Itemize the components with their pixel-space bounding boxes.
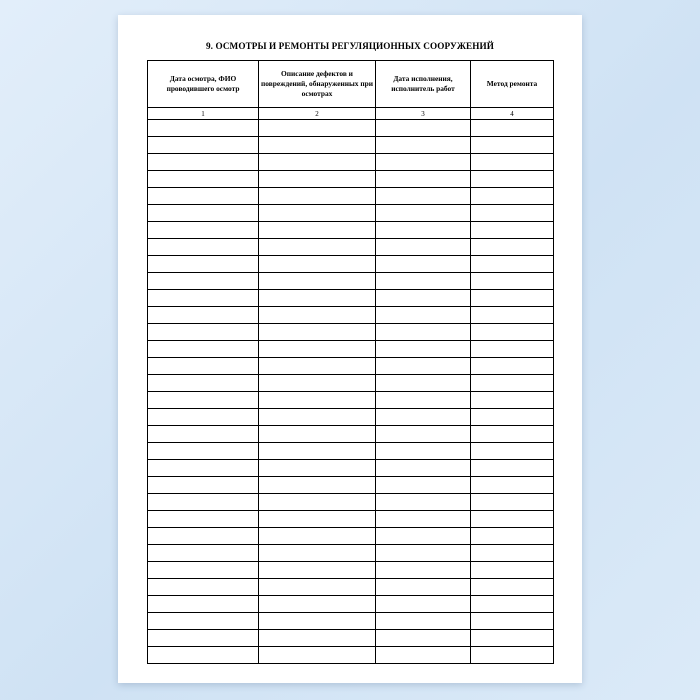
table-cell[interactable] [259,392,376,409]
column-number-2: 2 [259,108,376,120]
table-cell[interactable] [376,528,471,545]
table-cell[interactable] [376,324,471,341]
column-header-inspection-date: Дата осмотра, ФИО проводившего осмотр [148,61,259,108]
page-title: 9. ОСМОТРЫ И РЕМОНТЫ РЕГУЛЯЦИОННЫХ СООРУЖЕНИЙ [205,41,495,51]
table-row[interactable] [148,205,554,222]
table-cell[interactable] [259,579,376,596]
table-cell[interactable] [148,460,259,477]
table-cell[interactable] [376,341,471,358]
table-cell[interactable] [471,171,554,188]
table-cell[interactable] [148,647,259,664]
table-cell[interactable] [471,579,554,596]
table-cell[interactable] [376,171,471,188]
table-cell[interactable] [259,375,376,392]
table-cell[interactable] [259,494,376,511]
table-cell[interactable] [148,358,259,375]
table-row[interactable] [148,477,554,494]
table-cell[interactable] [376,239,471,256]
table-cell[interactable] [259,596,376,613]
table-row[interactable] [148,596,554,613]
table-cell[interactable] [471,273,554,290]
table-cell[interactable] [259,528,376,545]
table-row[interactable] [148,375,554,392]
table-row[interactable] [148,137,554,154]
table-cell[interactable] [259,273,376,290]
table-row[interactable] [148,222,554,239]
table-cell[interactable] [148,613,259,630]
table-row[interactable] [148,494,554,511]
table-cell[interactable] [376,290,471,307]
table-cell[interactable] [148,341,259,358]
table-cell[interactable] [148,562,259,579]
table-cell[interactable] [259,341,376,358]
table-cell[interactable] [376,596,471,613]
table-cell[interactable] [471,137,554,154]
table-cell[interactable] [376,273,471,290]
table-row[interactable] [148,239,554,256]
table-cell[interactable] [471,545,554,562]
table-cell[interactable] [259,290,376,307]
table-row[interactable] [148,562,554,579]
table-row[interactable] [148,324,554,341]
table-cell[interactable] [148,239,259,256]
table-cell[interactable] [471,630,554,647]
table-cell[interactable] [259,460,376,477]
table-cell[interactable] [471,511,554,528]
table-row[interactable] [148,171,554,188]
table-cell[interactable] [471,239,554,256]
table-cell[interactable] [471,324,554,341]
table-cell[interactable] [259,188,376,205]
table-cell[interactable] [471,409,554,426]
table-row[interactable] [148,256,554,273]
table-row[interactable] [148,358,554,375]
table-cell[interactable] [148,579,259,596]
table-row[interactable] [148,273,554,290]
table-cell[interactable] [471,460,554,477]
table-cell[interactable] [376,460,471,477]
table-cell[interactable] [259,613,376,630]
table-cell[interactable] [148,630,259,647]
table-row[interactable] [148,579,554,596]
inspections-repairs-table [147,60,554,664]
table-cell[interactable] [471,443,554,460]
table-cell[interactable] [376,426,471,443]
table-column-number-row [148,108,554,120]
table-cell[interactable] [471,562,554,579]
table-cell[interactable] [259,562,376,579]
table-cell[interactable] [376,137,471,154]
table-cell[interactable] [148,188,259,205]
table-cell[interactable] [376,307,471,324]
table-cell[interactable] [259,137,376,154]
table-cell[interactable] [471,341,554,358]
table-cell[interactable] [376,613,471,630]
table-cell[interactable] [148,511,259,528]
table-cell[interactable] [471,477,554,494]
table-cell[interactable] [259,426,376,443]
table-cell[interactable] [471,494,554,511]
table-cell[interactable] [148,273,259,290]
table-row[interactable] [148,460,554,477]
table-row[interactable] [148,647,554,664]
table-header [148,61,554,120]
table-cell[interactable] [376,409,471,426]
document-page [118,15,582,683]
table-cell[interactable] [471,375,554,392]
table-row[interactable] [148,307,554,324]
table-cell[interactable] [471,120,554,137]
table-cell[interactable] [148,120,259,137]
table-cell[interactable] [259,171,376,188]
table-cell[interactable] [148,205,259,222]
table-cell[interactable] [471,154,554,171]
table-cell[interactable] [148,222,259,239]
table-cell[interactable] [471,392,554,409]
table-cell[interactable] [471,307,554,324]
table-cell[interactable] [376,443,471,460]
table-cell[interactable] [259,409,376,426]
table-cell[interactable] [376,375,471,392]
column-number-3: 3 [376,108,471,120]
table-row[interactable] [148,120,554,137]
table-cell[interactable] [259,205,376,222]
table-row[interactable] [148,341,554,358]
table-cell[interactable] [148,545,259,562]
table-body [148,120,554,664]
table-cell[interactable] [259,630,376,647]
table-cell[interactable] [259,477,376,494]
table-row[interactable] [148,528,554,545]
table-cell[interactable] [471,205,554,222]
table-cell[interactable] [148,477,259,494]
table-cell[interactable] [259,222,376,239]
table-cell[interactable] [259,511,376,528]
table-cell[interactable] [148,409,259,426]
table-cell[interactable] [148,290,259,307]
table-cell[interactable] [259,324,376,341]
table-cell[interactable] [259,545,376,562]
table-cell[interactable] [376,358,471,375]
table-cell[interactable] [376,579,471,596]
table-cell[interactable] [148,307,259,324]
table-cell[interactable] [376,120,471,137]
column-header-repair-method: Метод ремонта [471,61,554,108]
table-cell[interactable] [471,256,554,273]
table-row[interactable] [148,630,554,647]
table-cell[interactable] [148,596,259,613]
table-row[interactable] [148,443,554,460]
table-cell[interactable] [376,188,471,205]
table-cell[interactable] [148,443,259,460]
table-cell[interactable] [148,375,259,392]
table-cell[interactable] [259,307,376,324]
table-cell[interactable] [376,256,471,273]
column-number-4: 4 [471,108,554,120]
table-cell[interactable] [471,222,554,239]
table-row[interactable] [148,426,554,443]
table-row[interactable] [148,409,554,426]
table-cell[interactable] [471,426,554,443]
table-cell[interactable] [148,494,259,511]
table-cell[interactable] [259,358,376,375]
table-cell[interactable] [148,154,259,171]
table-row[interactable] [148,613,554,630]
table-cell[interactable] [471,647,554,664]
table-header-row [148,61,554,108]
table-cell[interactable] [259,239,376,256]
table-cell[interactable] [148,171,259,188]
table-cell[interactable] [376,154,471,171]
table-row[interactable] [148,511,554,528]
table-row[interactable] [148,154,554,171]
column-header-defects-description: Описание дефектов и повреждений, обнаруженных при осмотрах [259,61,376,108]
column-number-1: 1 [148,108,259,120]
table-cell[interactable] [376,477,471,494]
table-cell[interactable] [471,290,554,307]
table-cell[interactable] [259,443,376,460]
table-cell[interactable] [471,188,554,205]
table-cell[interactable] [376,545,471,562]
table-row[interactable] [148,188,554,205]
table-cell[interactable] [376,630,471,647]
table-row[interactable] [148,392,554,409]
table-cell[interactable] [259,256,376,273]
table-cell[interactable] [376,494,471,511]
table-cell[interactable] [376,647,471,664]
table-cell[interactable] [471,596,554,613]
table-cell[interactable] [259,154,376,171]
table-row[interactable] [148,545,554,562]
table-cell[interactable] [259,120,376,137]
table-cell[interactable] [376,511,471,528]
table-cell[interactable] [471,358,554,375]
table-cell[interactable] [148,137,259,154]
table-cell[interactable] [376,562,471,579]
table-cell[interactable] [148,324,259,341]
table-cell[interactable] [376,222,471,239]
table-cell[interactable] [148,392,259,409]
table-cell[interactable] [148,528,259,545]
table-cell[interactable] [471,613,554,630]
table-cell[interactable] [259,647,376,664]
table-cell[interactable] [471,528,554,545]
table-row[interactable] [148,290,554,307]
table-cell[interactable] [376,392,471,409]
table-cell[interactable] [376,205,471,222]
column-header-execution-date: Дата исполнения, исполнитель работ [376,61,471,108]
table-cell[interactable] [148,426,259,443]
table-cell[interactable] [148,256,259,273]
